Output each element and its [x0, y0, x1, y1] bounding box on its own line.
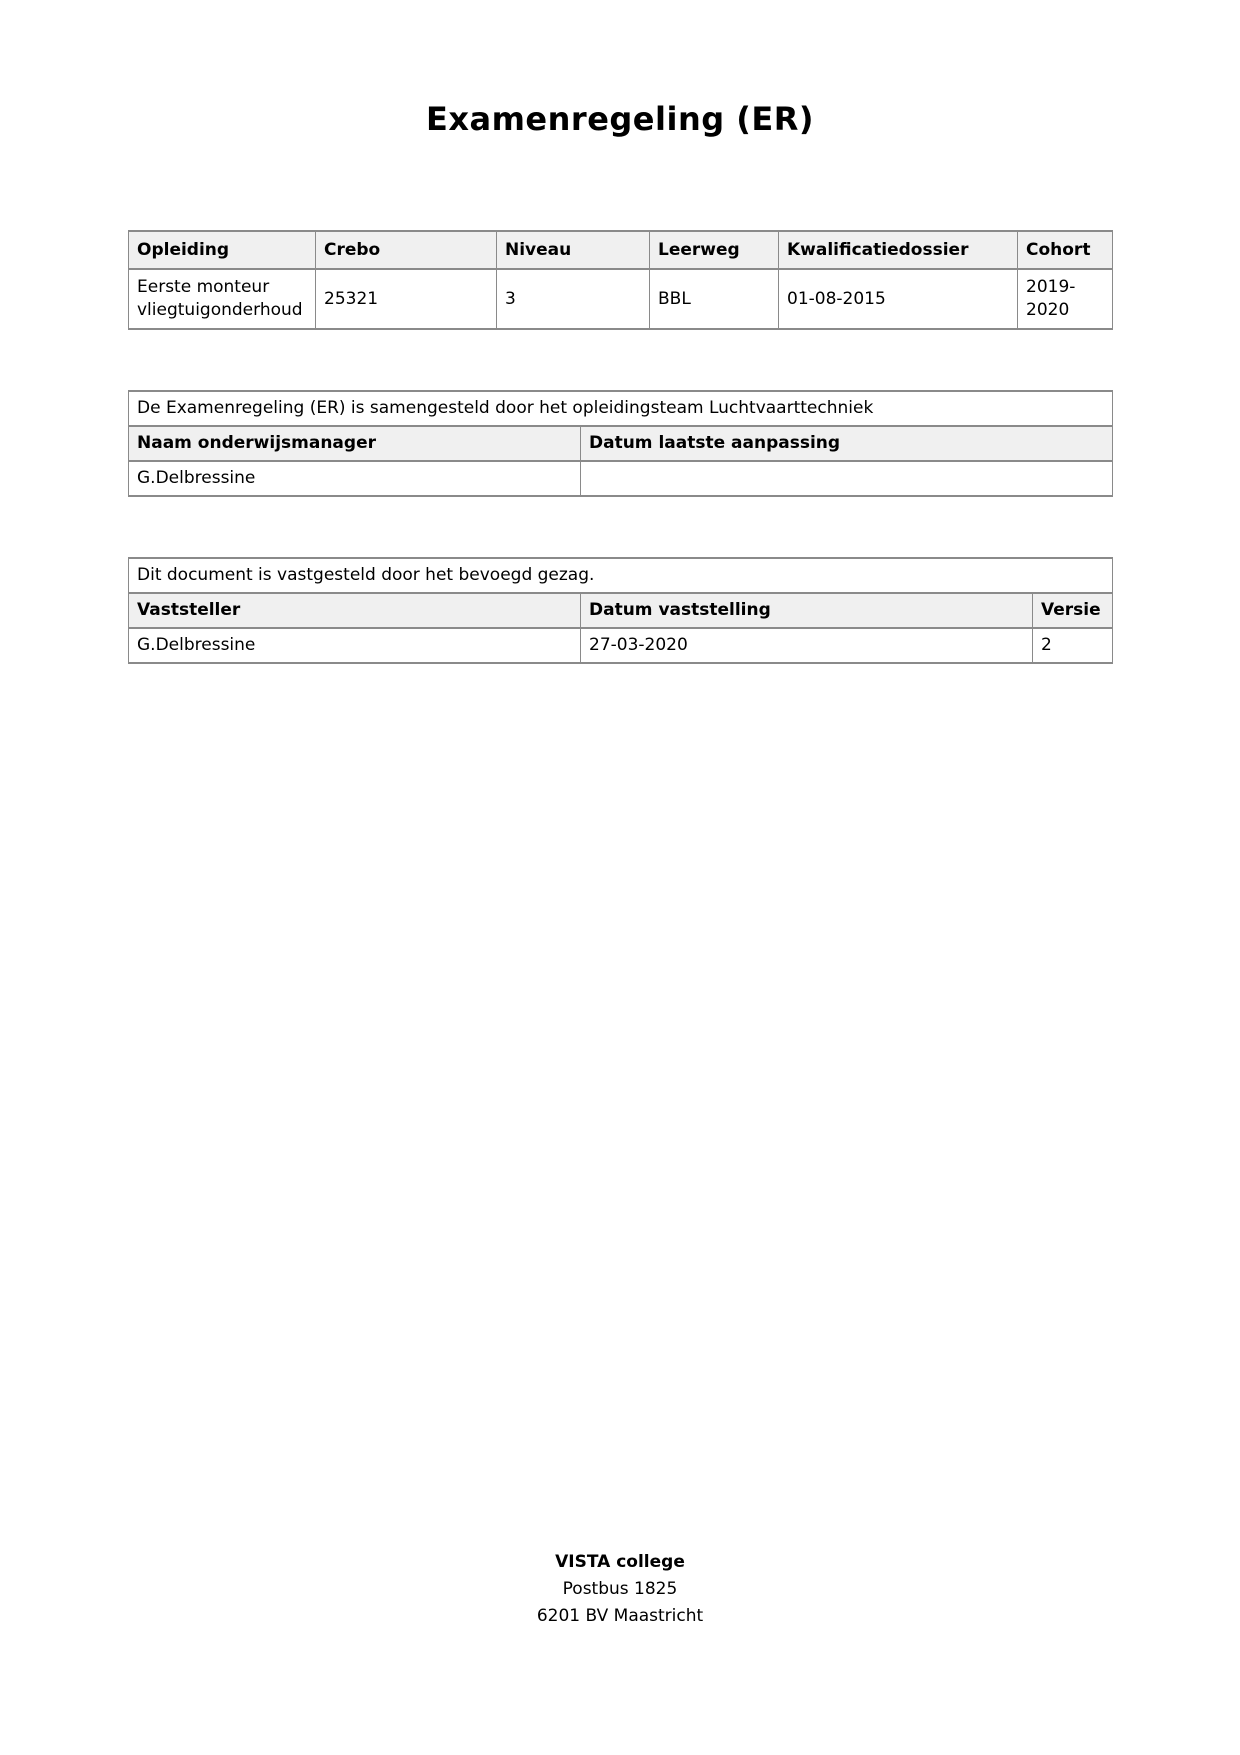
header-datum-vaststelling: Datum vaststelling — [581, 593, 1033, 628]
header-leerweg: Leerweg — [650, 231, 779, 269]
cell-cohort: 2019-2020 — [1018, 269, 1113, 329]
cell-leerweg: BBL — [650, 269, 779, 329]
footer-address-line1: Postbus 1825 — [562, 1579, 678, 1599]
cell-vaststeller: G.Delbressine — [129, 628, 581, 663]
cell-naam-onderwijsmanager: G.Delbressine — [129, 461, 581, 496]
program-header-row — [129, 231, 1113, 269]
approval-intro-row — [129, 558, 1113, 593]
program-info-table — [128, 230, 1113, 330]
header-vaststeller: Vaststeller — [129, 593, 581, 628]
approval-intro-text: Dit document is vastgesteld door het bevoegd gezag. — [129, 558, 1113, 593]
program-data-row — [129, 269, 1113, 329]
header-cohort: Cohort — [1018, 231, 1113, 269]
cell-kwalificatiedossier: 01-08-2015 — [779, 269, 1018, 329]
composition-intro-row — [129, 391, 1113, 426]
cell-niveau: 3 — [497, 269, 650, 329]
header-niveau: Niveau — [497, 231, 650, 269]
approval-table — [128, 557, 1113, 664]
cell-crebo: 25321 — [316, 269, 497, 329]
composition-header-row — [129, 426, 1113, 461]
cell-datum-laatste-aanpassing — [581, 461, 1113, 496]
header-opleiding: Opleiding — [129, 231, 316, 269]
header-versie: Versie — [1033, 593, 1113, 628]
cell-versie: 2 — [1033, 628, 1113, 663]
approval-data-row — [129, 628, 1113, 663]
composition-intro-text: De Examenregeling (ER) is samengesteld door het opleidingsteam Luchtvaarttechniek — [129, 391, 1113, 426]
cell-opleiding: Eerste monteur vliegtuigonderhoud — [129, 269, 316, 329]
approval-header-row — [129, 593, 1113, 628]
footer-org-name: VISTA college — [555, 1552, 685, 1572]
cell-datum-vaststelling: 27-03-2020 — [581, 628, 1033, 663]
page-footer — [0, 1549, 1240, 1630]
footer-address-line2: 6201 BV Maastricht — [536, 1606, 704, 1626]
composition-data-row — [129, 461, 1113, 496]
header-naam-onderwijsmanager: Naam onderwijsmanager — [129, 426, 581, 461]
header-datum-laatste-aanpassing: Datum laatste aanpassing — [581, 426, 1113, 461]
composition-table — [128, 390, 1113, 497]
header-crebo: Crebo — [316, 231, 497, 269]
header-kwalificatiedossier: Kwalificatiedossier — [779, 231, 1018, 269]
page-title: Examenregeling (ER) — [425, 100, 815, 138]
